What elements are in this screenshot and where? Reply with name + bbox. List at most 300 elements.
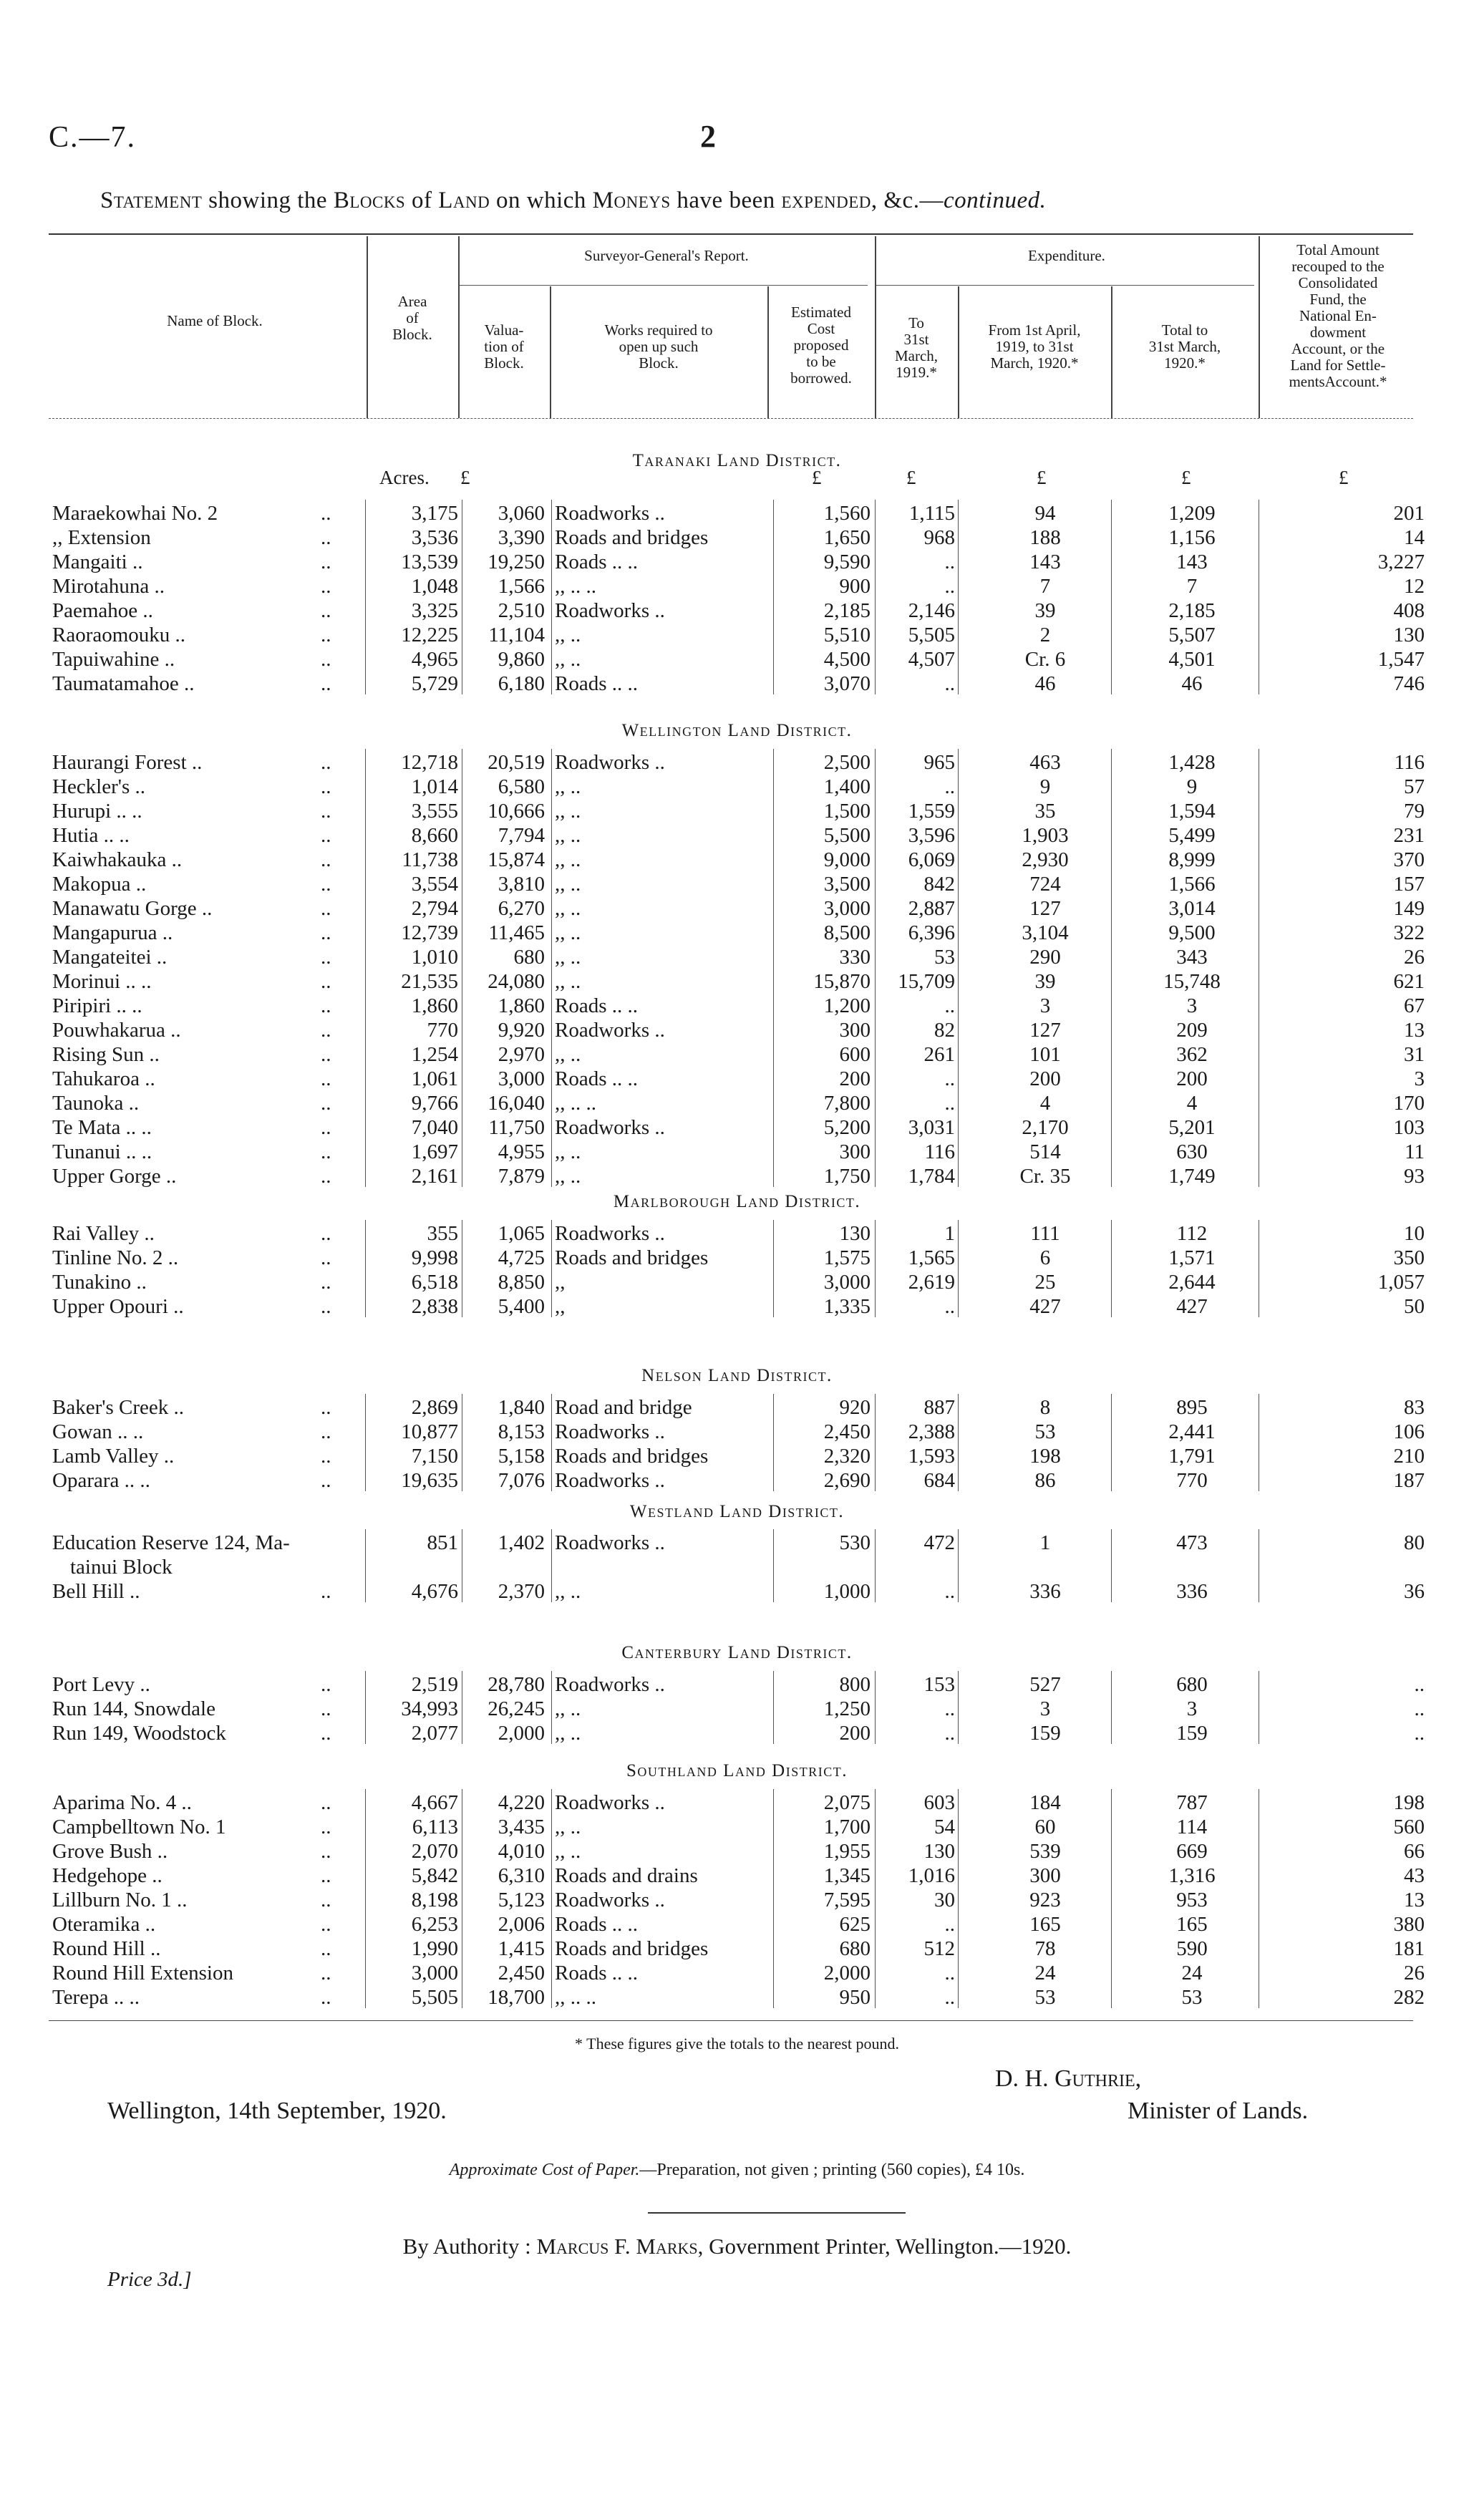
- column-divider: [958, 1394, 959, 1491]
- table-row: [0, 501, 1474, 525]
- table-row-continued: [0, 1555, 1474, 1579]
- cell-name: Run 149, Woodstock: [52, 1722, 226, 1745]
- cell-name: Rising Sun ..: [52, 1043, 160, 1066]
- district-heading: Westland Land District.: [629, 1502, 845, 1521]
- cell-total: 5,507: [1168, 624, 1216, 646]
- cell-works: ,, ..: [555, 648, 581, 671]
- cell-est: 600: [839, 1043, 871, 1066]
- cell-total: 362: [1176, 1043, 1208, 1066]
- cell-dots1: ..: [321, 648, 331, 671]
- cell-total: 680: [1176, 1673, 1208, 1696]
- cell-to31: 2,887: [908, 897, 955, 920]
- column-divider: [551, 749, 552, 1187]
- cell-from: 94: [1034, 502, 1056, 525]
- cell-recoup: 380: [1393, 1913, 1425, 1936]
- cell-to31: ..: [944, 1295, 955, 1318]
- cell-dots1: ..: [321, 1140, 331, 1163]
- table-row: [0, 550, 1474, 574]
- cell-to31: 512: [923, 1937, 955, 1960]
- cell-area: 6,113: [412, 1816, 458, 1838]
- table-row: [0, 1042, 1474, 1067]
- cell-works: Roads .. ..: [555, 994, 638, 1017]
- col-head-from: From 1st April, 1919, to 31st March, 1920.*: [988, 321, 1081, 372]
- table-row: [0, 1468, 1474, 1493]
- cell-total: 159: [1176, 1722, 1208, 1745]
- cell-name: Bell Hill ..: [52, 1580, 140, 1603]
- cell-works: Roads .. ..: [555, 1962, 638, 1984]
- cell-val: 680: [513, 946, 545, 969]
- column-divider: [1111, 1220, 1112, 1317]
- column-divider: [773, 1394, 774, 1491]
- cell-recoup: 149: [1393, 897, 1425, 920]
- table-row: [0, 775, 1474, 799]
- cell-area: 3,325: [411, 599, 458, 622]
- cell-recoup: ..: [1414, 1722, 1425, 1745]
- cell-to31: ..: [944, 1580, 955, 1603]
- cell-area: 851: [427, 1531, 458, 1554]
- cell-val: 9,920: [498, 1019, 545, 1042]
- cell-name: Tunanui .. ..: [52, 1140, 152, 1163]
- col-head-total: Total to 31st March, 1920.*: [1148, 321, 1221, 372]
- cell-name: Port Levy ..: [52, 1673, 150, 1696]
- cell-val: 3,000: [498, 1067, 545, 1090]
- signatory-title: Minister of Lands.: [1128, 2098, 1309, 2124]
- cell-est: 625: [839, 1913, 871, 1936]
- cell-recoup: 14: [1404, 526, 1425, 549]
- cell-area: 9,998: [411, 1246, 458, 1269]
- cell-dots1: ..: [321, 1937, 331, 1960]
- authority-rule: [648, 2212, 906, 2214]
- column-divider: [875, 749, 876, 1187]
- table-row: [0, 1790, 1474, 1815]
- table-row: [0, 1672, 1474, 1697]
- cell-to31: 54: [934, 1816, 955, 1838]
- cell-works: ,, ..: [555, 873, 581, 896]
- cell-recoup: 26: [1404, 1962, 1425, 1984]
- cell-recoup: ..: [1414, 1673, 1425, 1696]
- cell-val: 7,076: [498, 1469, 545, 1492]
- column-divider: [958, 1789, 959, 2008]
- cell-area: 2,869: [411, 1396, 458, 1419]
- cell-area: 13,539: [401, 551, 458, 573]
- cell-name: Heckler's ..: [52, 775, 146, 798]
- printer-name: Marcus F. Marks: [536, 2234, 698, 2259]
- head-divider: [767, 286, 769, 418]
- column-divider: [551, 1529, 552, 1602]
- cell-to31: 1,559: [908, 800, 955, 823]
- cell-from: 539: [1029, 1840, 1061, 1863]
- cell-from: 143: [1029, 551, 1061, 573]
- cell-name: Te Mata .. ..: [52, 1116, 152, 1139]
- cell-from: 336: [1029, 1580, 1061, 1603]
- cell-area: 1,990: [411, 1937, 458, 1960]
- cell-est: 200: [839, 1722, 871, 1745]
- page-number: 2: [700, 119, 716, 154]
- table-row: [0, 574, 1474, 598]
- column-divider: [958, 749, 959, 1187]
- printer-authority: [0, 2234, 1474, 2259]
- cell-name: Taunoka ..: [52, 1092, 140, 1115]
- cell-dots1: ..: [321, 502, 331, 525]
- cell-name: Round Hill ..: [52, 1937, 161, 1960]
- cell-area: 2,794: [411, 897, 458, 920]
- cell-area: 3,555: [411, 800, 458, 823]
- cell-recoup: 408: [1393, 599, 1425, 622]
- cell-est: 900: [839, 575, 871, 598]
- cell-name: Taumatamahoe ..: [52, 672, 195, 695]
- cell-est: 5,500: [823, 824, 871, 847]
- cell-recoup: 43: [1404, 1864, 1425, 1887]
- cell-name: ,, Extension: [52, 526, 151, 549]
- cell-recoup: 350: [1393, 1246, 1425, 1269]
- table-row: [0, 1420, 1474, 1444]
- col-head-area: Area of Block.: [392, 293, 432, 343]
- cell-works: Roads and bridges: [555, 526, 709, 549]
- column-divider: [958, 1220, 959, 1317]
- cell-val: 1,415: [498, 1937, 545, 1960]
- cell-name: Grove Bush ..: [52, 1840, 168, 1863]
- cell-est: 680: [839, 1937, 871, 1960]
- cell-recoup: 560: [1393, 1816, 1425, 1838]
- cell-works: Roadworks ..: [555, 1531, 665, 1554]
- cell-est: 2,000: [823, 1962, 871, 1984]
- cell-total: 114: [1176, 1816, 1208, 1838]
- cell-to31: 965: [923, 751, 955, 774]
- cell-name: Terepa .. ..: [52, 1986, 140, 2009]
- cell-name: Rai Valley ..: [52, 1222, 155, 1245]
- cell-name: Oparara .. ..: [52, 1469, 150, 1492]
- cell-to31: ..: [944, 1962, 955, 1984]
- cell-area: 12,225: [401, 624, 458, 646]
- cell-to31: 1,784: [908, 1165, 955, 1188]
- cell-recoup: 170: [1393, 1092, 1425, 1115]
- cell-total: 669: [1176, 1840, 1208, 1863]
- cell-est: 330: [839, 946, 871, 969]
- cell-recoup: 12: [1404, 575, 1425, 598]
- cell-recoup: 3: [1414, 1067, 1425, 1090]
- table-row: [0, 647, 1474, 672]
- signatory-name: D. H. Guthrie,: [995, 2065, 1142, 2092]
- cell-works: Roads .. ..: [555, 1913, 638, 1936]
- cell-to31: 30: [934, 1889, 955, 1911]
- cell-recoup: 36: [1404, 1580, 1425, 1603]
- cell-total: 1,316: [1168, 1864, 1216, 1887]
- table-row: [0, 994, 1474, 1018]
- table-row: [0, 945, 1474, 969]
- cell-dots1: ..: [321, 1295, 331, 1318]
- col-group-expenditure: Expenditure.: [1028, 247, 1105, 264]
- cell-works: ,, ..: [555, 1165, 581, 1188]
- cell-total: 24: [1181, 1962, 1203, 1984]
- cell-name: Lillburn No. 1 ..: [52, 1889, 188, 1911]
- cell-recoup: 103: [1393, 1116, 1425, 1139]
- cell-works: ,, ..: [555, 1722, 581, 1745]
- cell-est: 8,500: [823, 921, 871, 944]
- cell-dots1: ..: [321, 1791, 331, 1814]
- cell-est: 1,650: [823, 526, 871, 549]
- cell-val: 2,370: [498, 1580, 545, 1603]
- units-total: £: [1181, 467, 1191, 488]
- cell-to31: 153: [923, 1673, 955, 1696]
- col-head-estimated: Estimated Cost proposed to be borrowed.: [790, 304, 852, 387]
- column-divider: [551, 1671, 552, 1744]
- cell-total: 15,748: [1163, 970, 1221, 993]
- table-head-bottom-rule: [49, 418, 1413, 419]
- cell-works: ,, .. ..: [555, 1986, 596, 2009]
- cell-works: Roadworks ..: [555, 1420, 665, 1443]
- cell-total: 1,594: [1168, 800, 1216, 823]
- cell-from: 300: [1029, 1864, 1061, 1887]
- cell-name: Paemahoe ..: [52, 599, 153, 622]
- cell-total: 473: [1176, 1531, 1208, 1554]
- cell-area: 7,150: [411, 1445, 458, 1468]
- cell-total: 200: [1176, 1067, 1208, 1090]
- cell-area: 770: [427, 1019, 458, 1042]
- cell-est: 1,955: [823, 1840, 871, 1863]
- cell-name: Aparima No. 4 ..: [52, 1791, 192, 1814]
- cell-to31: 887: [923, 1396, 955, 1419]
- cell-est: 130: [839, 1222, 871, 1245]
- cell-to31: 6,396: [908, 921, 955, 944]
- units-valuation: £: [460, 467, 470, 488]
- cell-from: 78: [1034, 1937, 1056, 1960]
- cell-dots1: ..: [321, 1986, 331, 2009]
- cell-total: 1,566: [1168, 873, 1216, 896]
- district-heading: Wellington Land District.: [621, 721, 853, 740]
- cell-dots1: ..: [321, 1722, 331, 1745]
- cell-est: 2,075: [823, 1791, 871, 1814]
- cell-dots1: ..: [321, 848, 331, 871]
- cell-to31: 3,596: [908, 824, 955, 847]
- title-word: Blocks: [333, 188, 406, 213]
- column-divider: [773, 749, 774, 1187]
- cell-to31: ..: [944, 1913, 955, 1936]
- cell-val: 4,725: [498, 1246, 545, 1269]
- cell-val: 24,080: [488, 970, 545, 993]
- cell-val: 1,840: [498, 1396, 545, 1419]
- cell-from: 527: [1029, 1673, 1061, 1696]
- cell-val: 1,566: [498, 575, 545, 598]
- cell-area: 1,254: [411, 1043, 458, 1066]
- cell-dots1: ..: [321, 1673, 331, 1696]
- cell-total: 7: [1186, 575, 1198, 598]
- title-word: Land: [438, 188, 490, 213]
- cell-area: 5,505: [411, 1986, 458, 2009]
- cell-dots1: ..: [321, 1697, 331, 1720]
- column-divider: [1111, 1529, 1112, 1602]
- cell-val: 4,220: [498, 1791, 545, 1814]
- cell-from: 39: [1034, 970, 1056, 993]
- cell-val: 1,860: [498, 994, 545, 1017]
- cell-from: 2,170: [1022, 1116, 1069, 1139]
- cell-name: Tapuiwahine ..: [52, 648, 175, 671]
- column-divider: [875, 1529, 876, 1602]
- table-row: [0, 672, 1474, 696]
- cell-est: 950: [839, 1986, 871, 2009]
- cell-dots1: ..: [321, 624, 331, 646]
- column-divider: [773, 500, 774, 694]
- column-divider: [365, 500, 366, 694]
- cell-to31: 472: [923, 1531, 955, 1554]
- cell-total: 46: [1181, 672, 1203, 695]
- cell-total: 343: [1176, 946, 1208, 969]
- cell-est: 3,000: [823, 1271, 871, 1294]
- cell-works: ,, ..: [555, 848, 581, 871]
- cell-to31: 82: [934, 1019, 955, 1042]
- table-row: [0, 1067, 1474, 1091]
- cell-area: 1,061: [411, 1067, 458, 1090]
- title-word: expended: [781, 188, 871, 213]
- cell-val: 6,310: [498, 1864, 545, 1887]
- cell-from: 127: [1029, 897, 1061, 920]
- district-heading: Southland Land District.: [626, 1761, 848, 1780]
- cell-works: Roads and drains: [555, 1864, 698, 1887]
- cell-total: 1,791: [1168, 1445, 1216, 1468]
- column-divider: [773, 1789, 774, 2008]
- cell-val: 2,006: [498, 1913, 545, 1936]
- column-divider: [551, 1789, 552, 2008]
- cell-area: 5,729: [411, 672, 458, 695]
- cell-dots1: ..: [321, 1816, 331, 1838]
- cell-name: Maraekowhai No. 2: [52, 502, 218, 525]
- cell-recoup: 66: [1404, 1840, 1425, 1863]
- col-head-works: Works required to open up such Block.: [604, 321, 713, 372]
- cell-works: Roads .. ..: [555, 672, 638, 695]
- cell-works: Roadworks ..: [555, 502, 665, 525]
- cell-to31: ..: [944, 1986, 955, 2009]
- cell-val: 15,874: [488, 848, 545, 871]
- cell-area: 2,070: [411, 1840, 458, 1863]
- cell-total: 427: [1176, 1295, 1208, 1318]
- cell-from: 127: [1029, 1019, 1061, 1042]
- column-divider: [773, 1671, 774, 1744]
- cell-total: 1,428: [1168, 751, 1216, 774]
- cell-dots1: ..: [321, 1889, 331, 1911]
- paper-cost: [0, 2161, 1474, 2180]
- cell-recoup: 1,547: [1377, 648, 1425, 671]
- cell-to31: 1,565: [908, 1246, 955, 1269]
- cell-dots1: ..: [321, 1019, 331, 1042]
- table-row: [0, 1961, 1474, 1985]
- cell-from: 427: [1029, 1295, 1061, 1318]
- column-divider: [875, 1220, 876, 1317]
- cell-to31: 5,505: [908, 624, 955, 646]
- cell-works: Roadworks ..: [555, 1116, 665, 1139]
- column-divider: [1111, 1789, 1112, 2008]
- title-text: have been: [670, 188, 782, 213]
- cell-name: Tunakino ..: [52, 1271, 147, 1294]
- units-recouped: £: [1339, 467, 1349, 488]
- district-heading: Nelson Land District.: [641, 1366, 833, 1385]
- table-row: [0, 1018, 1474, 1042]
- cell-to31: 53: [934, 946, 955, 969]
- cell-from: 7: [1039, 575, 1051, 598]
- cell-to31: 1,115: [908, 502, 955, 525]
- table-row: [0, 969, 1474, 994]
- column-divider: [551, 1394, 552, 1491]
- column-divider: [1111, 1671, 1112, 1744]
- cell-dots1: ..: [321, 1271, 331, 1294]
- column-divider: [1111, 1394, 1112, 1491]
- cell-est: 1,000: [823, 1580, 871, 1603]
- cell-val: 3,060: [498, 502, 545, 525]
- table-row: [0, 525, 1474, 550]
- cell-val: 3,810: [498, 873, 545, 896]
- cell-name: Mangapurua ..: [52, 921, 173, 944]
- cell-val: 3,435: [498, 1816, 545, 1838]
- cell-total: 5,201: [1168, 1116, 1216, 1139]
- cell-dots1: ..: [321, 1165, 331, 1188]
- cell-area: 8,198: [411, 1889, 458, 1911]
- cell-est: 530: [839, 1531, 871, 1554]
- surveyor-group-rule: [458, 285, 868, 286]
- column-divider: [365, 1671, 366, 1744]
- cell-recoup: 57: [1404, 775, 1425, 798]
- table-row: [0, 1444, 1474, 1468]
- cell-to31: 2,388: [908, 1420, 955, 1443]
- cell-area: 34,993: [401, 1697, 458, 1720]
- cell-area: 1,048: [411, 575, 458, 598]
- cell-area: 19,635: [401, 1469, 458, 1492]
- cell-area: 2,838: [411, 1295, 458, 1318]
- cell-dots1: ..: [321, 775, 331, 798]
- cell-val: 8,850: [498, 1271, 545, 1294]
- cell-name: Haurangi Forest ..: [52, 751, 203, 774]
- table-row: [0, 1091, 1474, 1115]
- cell-total: 787: [1176, 1791, 1208, 1814]
- cell-total: 770: [1176, 1469, 1208, 1492]
- cell-from: 198: [1029, 1445, 1061, 1468]
- cell-dots1: ..: [321, 672, 331, 695]
- cell-from: Cr. 35: [1019, 1165, 1071, 1188]
- table-row: [0, 823, 1474, 848]
- cell-works: ,,: [555, 1271, 566, 1294]
- cell-name: Mangateitei ..: [52, 946, 168, 969]
- cell-dots1: ..: [321, 551, 331, 573]
- cell-works: Roadworks ..: [555, 1019, 665, 1042]
- col-head-name: Name of Block.: [167, 312, 263, 329]
- cell-name: Upper Gorge ..: [52, 1165, 177, 1188]
- cell-works: Roadworks ..: [555, 1791, 665, 1814]
- cell-val: 9,860: [498, 648, 545, 671]
- title-text: showing the: [202, 188, 334, 213]
- cell-from: Cr. 6: [1024, 648, 1066, 671]
- cell-from: 463: [1029, 751, 1061, 774]
- cell-from: 53: [1034, 1986, 1056, 2009]
- cell-works: ,, .. ..: [555, 1092, 596, 1115]
- title-continued: continued.: [943, 188, 1047, 213]
- cell-dots1: ..: [321, 800, 331, 823]
- table-row: [0, 1115, 1474, 1140]
- cell-from: 3,104: [1022, 921, 1069, 944]
- cell-recoup: 187: [1393, 1469, 1425, 1492]
- cell-total: 112: [1176, 1222, 1208, 1245]
- cell-name: Hurupi .. ..: [52, 800, 142, 823]
- cell-dots1: ..: [321, 599, 331, 622]
- cell-est: 1,700: [823, 1816, 871, 1838]
- cell-to31: 4,507: [908, 648, 955, 671]
- cell-val: 5,158: [498, 1445, 545, 1468]
- cell-to31: 130: [923, 1840, 955, 1863]
- cell-works: ,, ..: [555, 824, 581, 847]
- cell-val: 6,180: [498, 672, 545, 695]
- cell-area: 3,554: [411, 873, 458, 896]
- table-row: [0, 623, 1474, 647]
- cell-from: 86: [1034, 1469, 1056, 1492]
- col-head-to31: To 31st March, 1919.*: [894, 314, 939, 381]
- cell-from: 3: [1039, 994, 1051, 1017]
- cell-est: 7,800: [823, 1092, 871, 1115]
